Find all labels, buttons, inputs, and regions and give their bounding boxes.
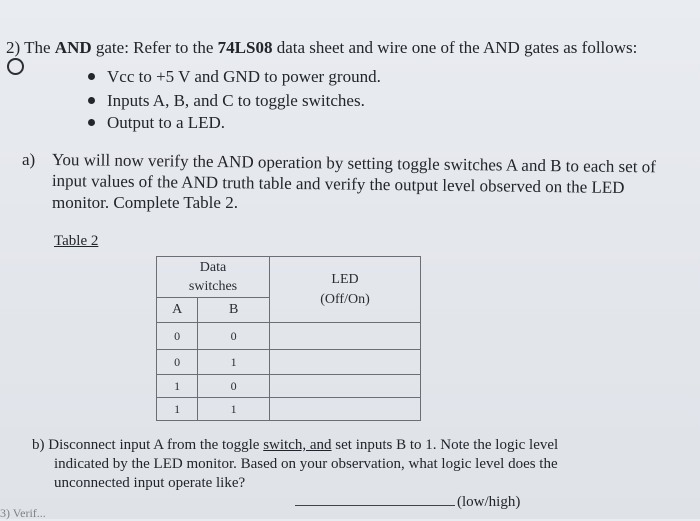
table-caption: Table 2 — [54, 233, 99, 249]
header-data-line2: switches — [188, 279, 238, 294]
cell-led[interactable] — [270, 398, 421, 421]
part-a-line-3: monitor. Complete Table 2. — [52, 193, 238, 212]
part-b-text: Disconnect input A from the toggle — [48, 437, 260, 453]
cell-led[interactable] — [270, 350, 421, 375]
truth-table — [156, 256, 421, 421]
question-2-header — [6, 38, 637, 58]
header-led-line2: (Off/On) — [320, 291, 370, 307]
bullet-text: Vcc to +5 V and GND to power ground. — [107, 67, 381, 86]
bullet-item — [88, 113, 225, 133]
part-b-line-3: unconnected input operate like? — [54, 475, 246, 491]
part-b-label: b) — [32, 437, 45, 453]
and-gate-term: AND — [54, 38, 92, 57]
bullet-item — [88, 91, 365, 111]
cell-a: 1 — [157, 375, 198, 398]
header-led-line1: LED — [331, 271, 359, 287]
header-data-switches — [157, 257, 270, 298]
part-number: 74LS08 — [217, 38, 273, 57]
cell-led[interactable] — [270, 375, 421, 398]
bullet-item — [88, 67, 381, 87]
question-text-cont: data sheet and wire one of the AND gates as follows: — [276, 38, 638, 57]
col-header-a: A — [157, 298, 198, 323]
col-header-b: B — [198, 298, 270, 323]
cell-b: 0 — [198, 323, 270, 350]
bullet-icon — [88, 119, 95, 126]
cell-b: 1 — [198, 350, 270, 375]
part-b-line-2: indicated by the LED monitor. Based on your observation, what logic level does the — [54, 456, 558, 472]
cell-b: 1 — [198, 398, 270, 421]
answer-hint: (low/high) — [457, 494, 521, 510]
next-question-partial: 3) Verif... — [0, 506, 46, 520]
bullet-text: Inputs A, B, and C to toggle switches. — [107, 91, 365, 110]
question-number: 2) The — [6, 38, 51, 57]
part-a-line-1: You will now verify the AND operation by setting toggle switches A and B to each set of — [51, 150, 657, 177]
header-data-line1: Data — [199, 260, 227, 275]
cell-a: 0 — [157, 350, 198, 375]
answer-blank[interactable] — [295, 505, 455, 506]
header-led — [270, 257, 421, 323]
part-b-line-1 — [32, 437, 558, 454]
cell-led[interactable] — [270, 323, 421, 350]
part-b-underlined: switch, and — [263, 437, 332, 453]
circle-mark-icon — [7, 58, 24, 75]
part-a-line-2: input values of the AND truth table and verify the output level observed on the LED — [51, 171, 625, 197]
bullet-icon — [88, 97, 95, 104]
question-text: gate: Refer to the — [95, 38, 214, 57]
cell-a: 0 — [157, 323, 198, 350]
cell-a: 1 — [157, 398, 198, 421]
part-b-text-cont: set inputs B to 1. Note the logic level — [335, 437, 559, 453]
cell-b: 0 — [198, 375, 270, 398]
part-a-label: a) — [22, 150, 36, 169]
bullet-text: Output to a LED. — [107, 113, 226, 132]
bullet-icon — [88, 73, 95, 80]
answer-line — [295, 494, 520, 511]
